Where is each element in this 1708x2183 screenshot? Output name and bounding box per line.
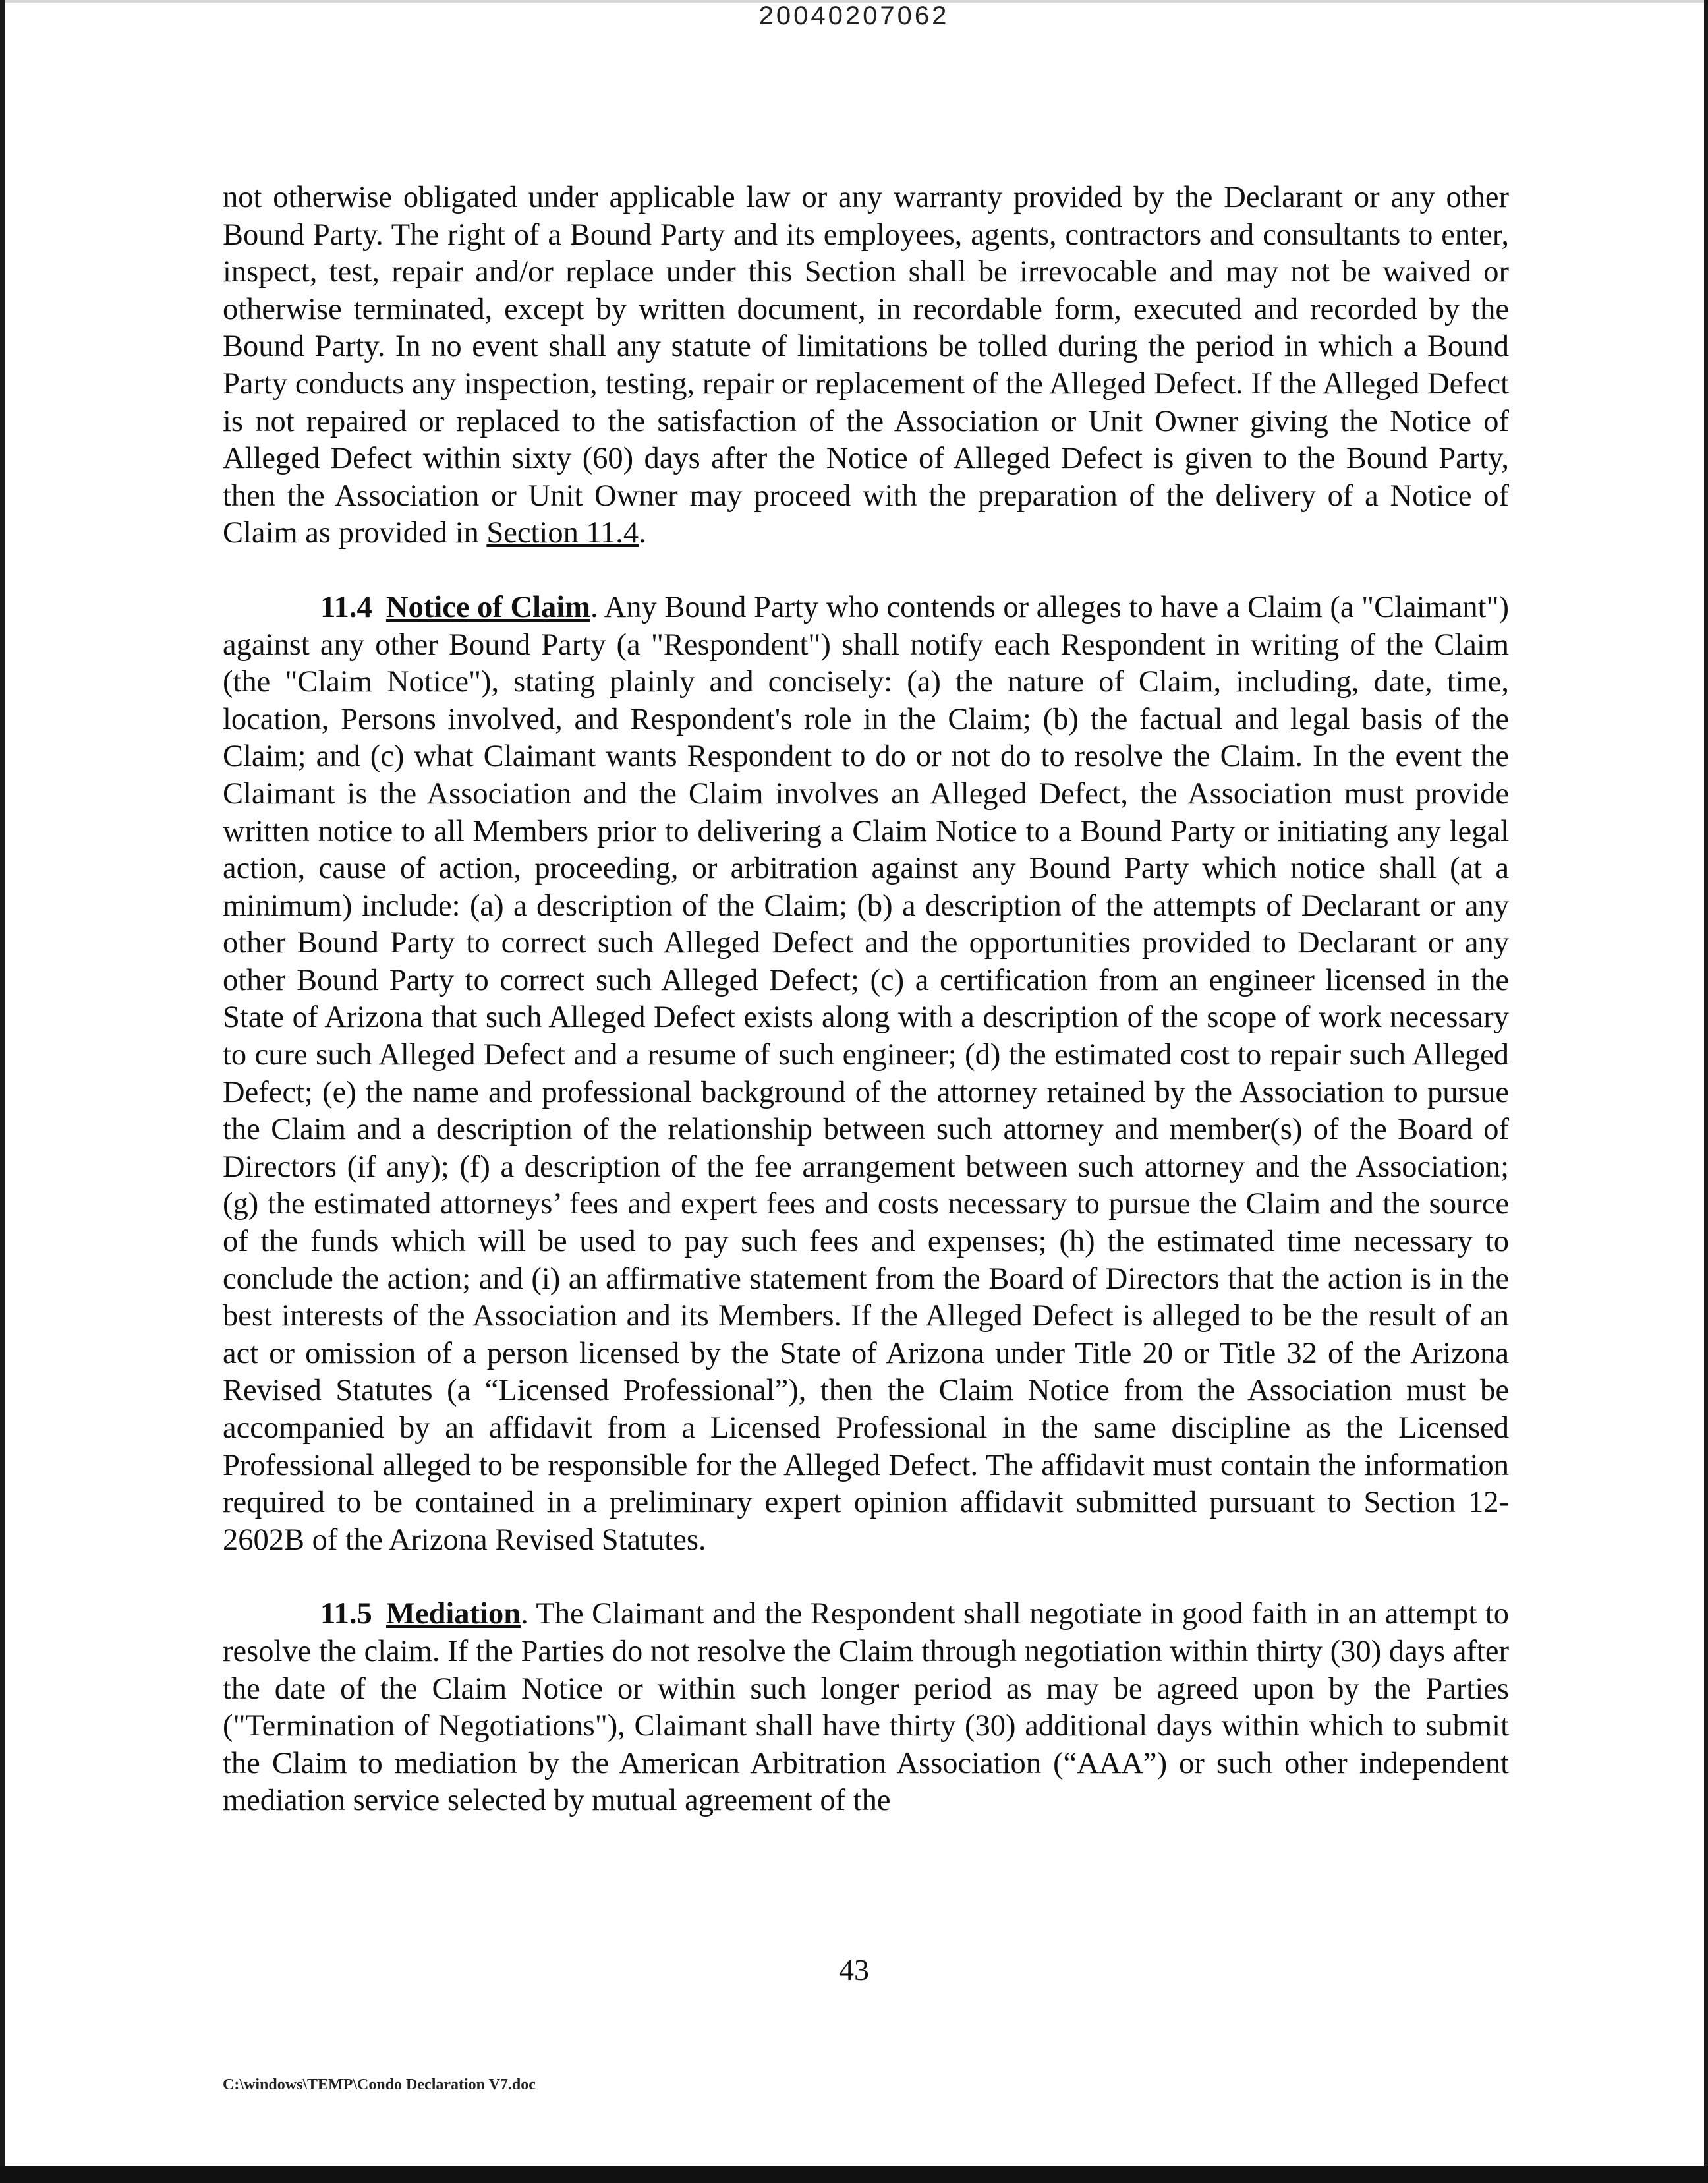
scan-edge-left [0, 0, 5, 2183]
section-11-4-body: . Any Bound Party who contends or alleges to have a Claim (a "Claimant") against any other Bound Party (a "Respondent") shall notify each Respondent in writing of the Claim (the "Claim Notice"), stating plainly and concisely: (a) the nature of Claim, including, date, time, location, Persons involved, and Respondent's role in the Claim; (b) the factual and legal basis of the Claim; and (c) what Claimant wants Respondent to do or not do to resolve the Claim. In the event the Claimant is the Association and the Claim involves an Alleged Defect, the Association must provide written notice to all Members prior to delivering a Claim Notice to a Bound Party or initiating any legal action, cause of action, proceeding, or arbitration against any Bound Party which notice shall (at a minimum) include: (a) a description of the Claim; (b) a description of the attempts of Declarant or any other Bound Party to correct such Alleged Defect and the opportunities provided to Declarant or any other Bound Party to correct such Alleged Defect; (c) a certification from an engineer licensed in the State of Arizona that such Alleged Defect exists along with a description of the scope of work necessary to cure such Alleged Defect and a resume of such engineer; (d) the estimated cost to repair such Alleged Defect; (e) the name and professional background of the attorney retained by the Association to pursue the Claim and a description of the relationship between such attorney and member(s) of the Board of Directors (if any); (f) a description of the fee arrangement between such attorney and the Association; (g) the estimated attorneys’ fees and expert fees and costs necessary to pursue the Claim and the source of the funds which will be used to pay such fees and expenses; (h) the estimated time necessary to conclude the action; and (i) an affirmative statement from the Board of Directors that the action is in the best interests of the Association and its Members. If the Alleged Defect is alleged to be the result of an act or omission of a person licensed by the State of Arizona under Title 20 or Title 32 of the Arizona Revised Statutes (a “Licensed Professional”), then the Claim Notice from the Association must be accompanied by an affidavit from a Licensed Professional in the same discipline as the Licensed Professional alleged to be responsible for the Alleged Defect. The affidavit must contain the information required to be contained in a preliminary expert opinion affidavit submitted pursuant to Section 12-2602B of the Arizona Revised Statutes. [223, 590, 1510, 1557]
section-11-4 [223, 589, 1509, 1559]
scan-edge-right [1704, 0, 1708, 2183]
scan-edge-bottom [0, 2166, 1708, 2183]
section-11-5-body: . The Claimant and the Respondent shall negotiate in good faith in an attempt to resolve the claim. If the Parties do not resolve the Claim through negotiation within thirty (30) days after the date of the Claim Notice or within such longer period as may be agreed upon by the Parties ("Termination of Negotiations"), Claimant shall have thirty (30) additional days within which to submit the Claim to mediation by the American Arbitration Association (“AAA”) or such other independent mediation service selected by mutual agreement of the [223, 1597, 1509, 1818]
paragraph-continuation-text: not otherwise obligated under applicable law or any warranty provided by the Declarant or any other Bound Party. The right of a Bound Party and its employees, agents, contractors and consultants to enter, inspect, test, repair and/or replace under this Section shall be irrevocable and may not be waived or otherwise terminated, except by written document, in recordable form, executed and recorded by the Bound Party. In no event shall any statute of limitations be tolled during the period in which a Bound Party conducts any inspection, testing, repair or replacement of the Alleged Defect. If the Alleged Defect is not repaired or replaced to the satisfaction of the Association or Unit Owner giving the Notice of Alleged Defect within sixty (60) days after the Notice of Alleged Defect is given to the Bound Party, then the Association or Unit Owner may proceed with the preparation of the delivery of a Notice of Claim as provided in [223, 181, 1509, 550]
section-11-4-title: Notice of Claim [386, 590, 590, 624]
paragraph-continuation-end: . [639, 516, 646, 550]
section-11-5-title: Mediation [386, 1597, 521, 1631]
section-11-5 [223, 1596, 1509, 1820]
paragraph-continuation [223, 179, 1509, 552]
recording-number: 20040207062 [758, 1, 950, 30]
section-reference: Section 11.4 [486, 516, 639, 550]
page-number: 43 [839, 1953, 869, 1987]
section-11-4-number: 11.4 [320, 590, 372, 624]
document-body [223, 179, 1509, 1820]
section-11-5-number: 11.5 [320, 1597, 372, 1631]
footer-file-path: C:\windows\TEMP\Condo Declaration V7.doc [223, 2076, 536, 2093]
